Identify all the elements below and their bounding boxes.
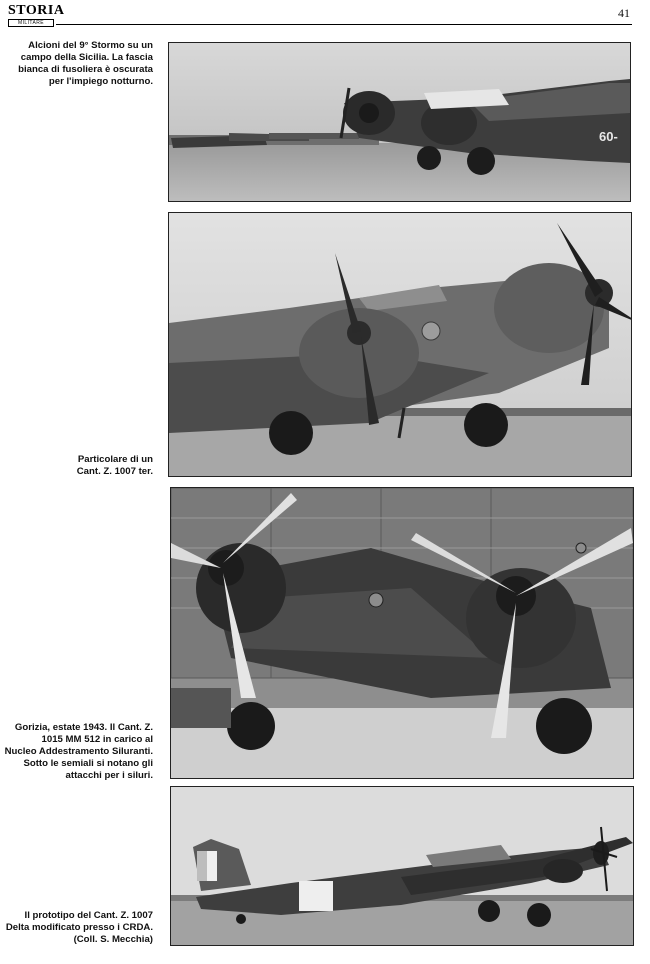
caption-line: Il prototipo del Cant. Z. 1007 <box>24 910 153 921</box>
page-header <box>0 0 650 28</box>
caption-line: Delta modificato presso i CRDA. <box>5 922 153 933</box>
caption-line: 1015 MM 512 in carico al <box>41 734 153 745</box>
caption-line: Gorizia, estate 1943. Il Cant. Z. <box>14 722 153 733</box>
photo-alcioni-airfield <box>168 42 631 202</box>
photo-cant-z-1007-ter <box>168 212 632 477</box>
photo-cant-z-1007-delta-prototype <box>170 786 634 946</box>
logo-title: STORIA <box>8 3 65 18</box>
magazine-logo <box>8 3 65 26</box>
caption-line: Alcioni del 9° Stormo su un <box>28 40 153 51</box>
caption-line: bianca di fusoliera è oscurata <box>18 64 153 75</box>
caption-photo-1 <box>0 40 153 88</box>
caption-photo-3 <box>0 722 153 782</box>
caption-photo-2 <box>0 454 153 478</box>
caption-line: Sotto le semiali si notano gli <box>23 758 153 769</box>
caption-line: attacchi per i siluri. <box>65 770 153 781</box>
caption-line: Nucleo Addestramento Siluranti. <box>4 746 153 757</box>
caption-line: Cant. Z. 1007 ter. <box>76 466 153 477</box>
caption-line: (Coll. S. Mecchia) <box>73 934 153 945</box>
caption-photo-4 <box>0 910 153 946</box>
page-number: 41 <box>618 6 630 20</box>
logo-subtitle: MILITARE <box>8 19 54 27</box>
caption-line: per l'impiego notturno. <box>48 76 153 87</box>
caption-line: campo della Sicilia. La fascia <box>20 52 153 63</box>
fuselage-code: 60- <box>599 129 618 144</box>
caption-line: Particolare di un <box>77 454 153 465</box>
header-rule <box>56 24 632 25</box>
photo-cant-z-1015-gorizia <box>170 487 634 779</box>
